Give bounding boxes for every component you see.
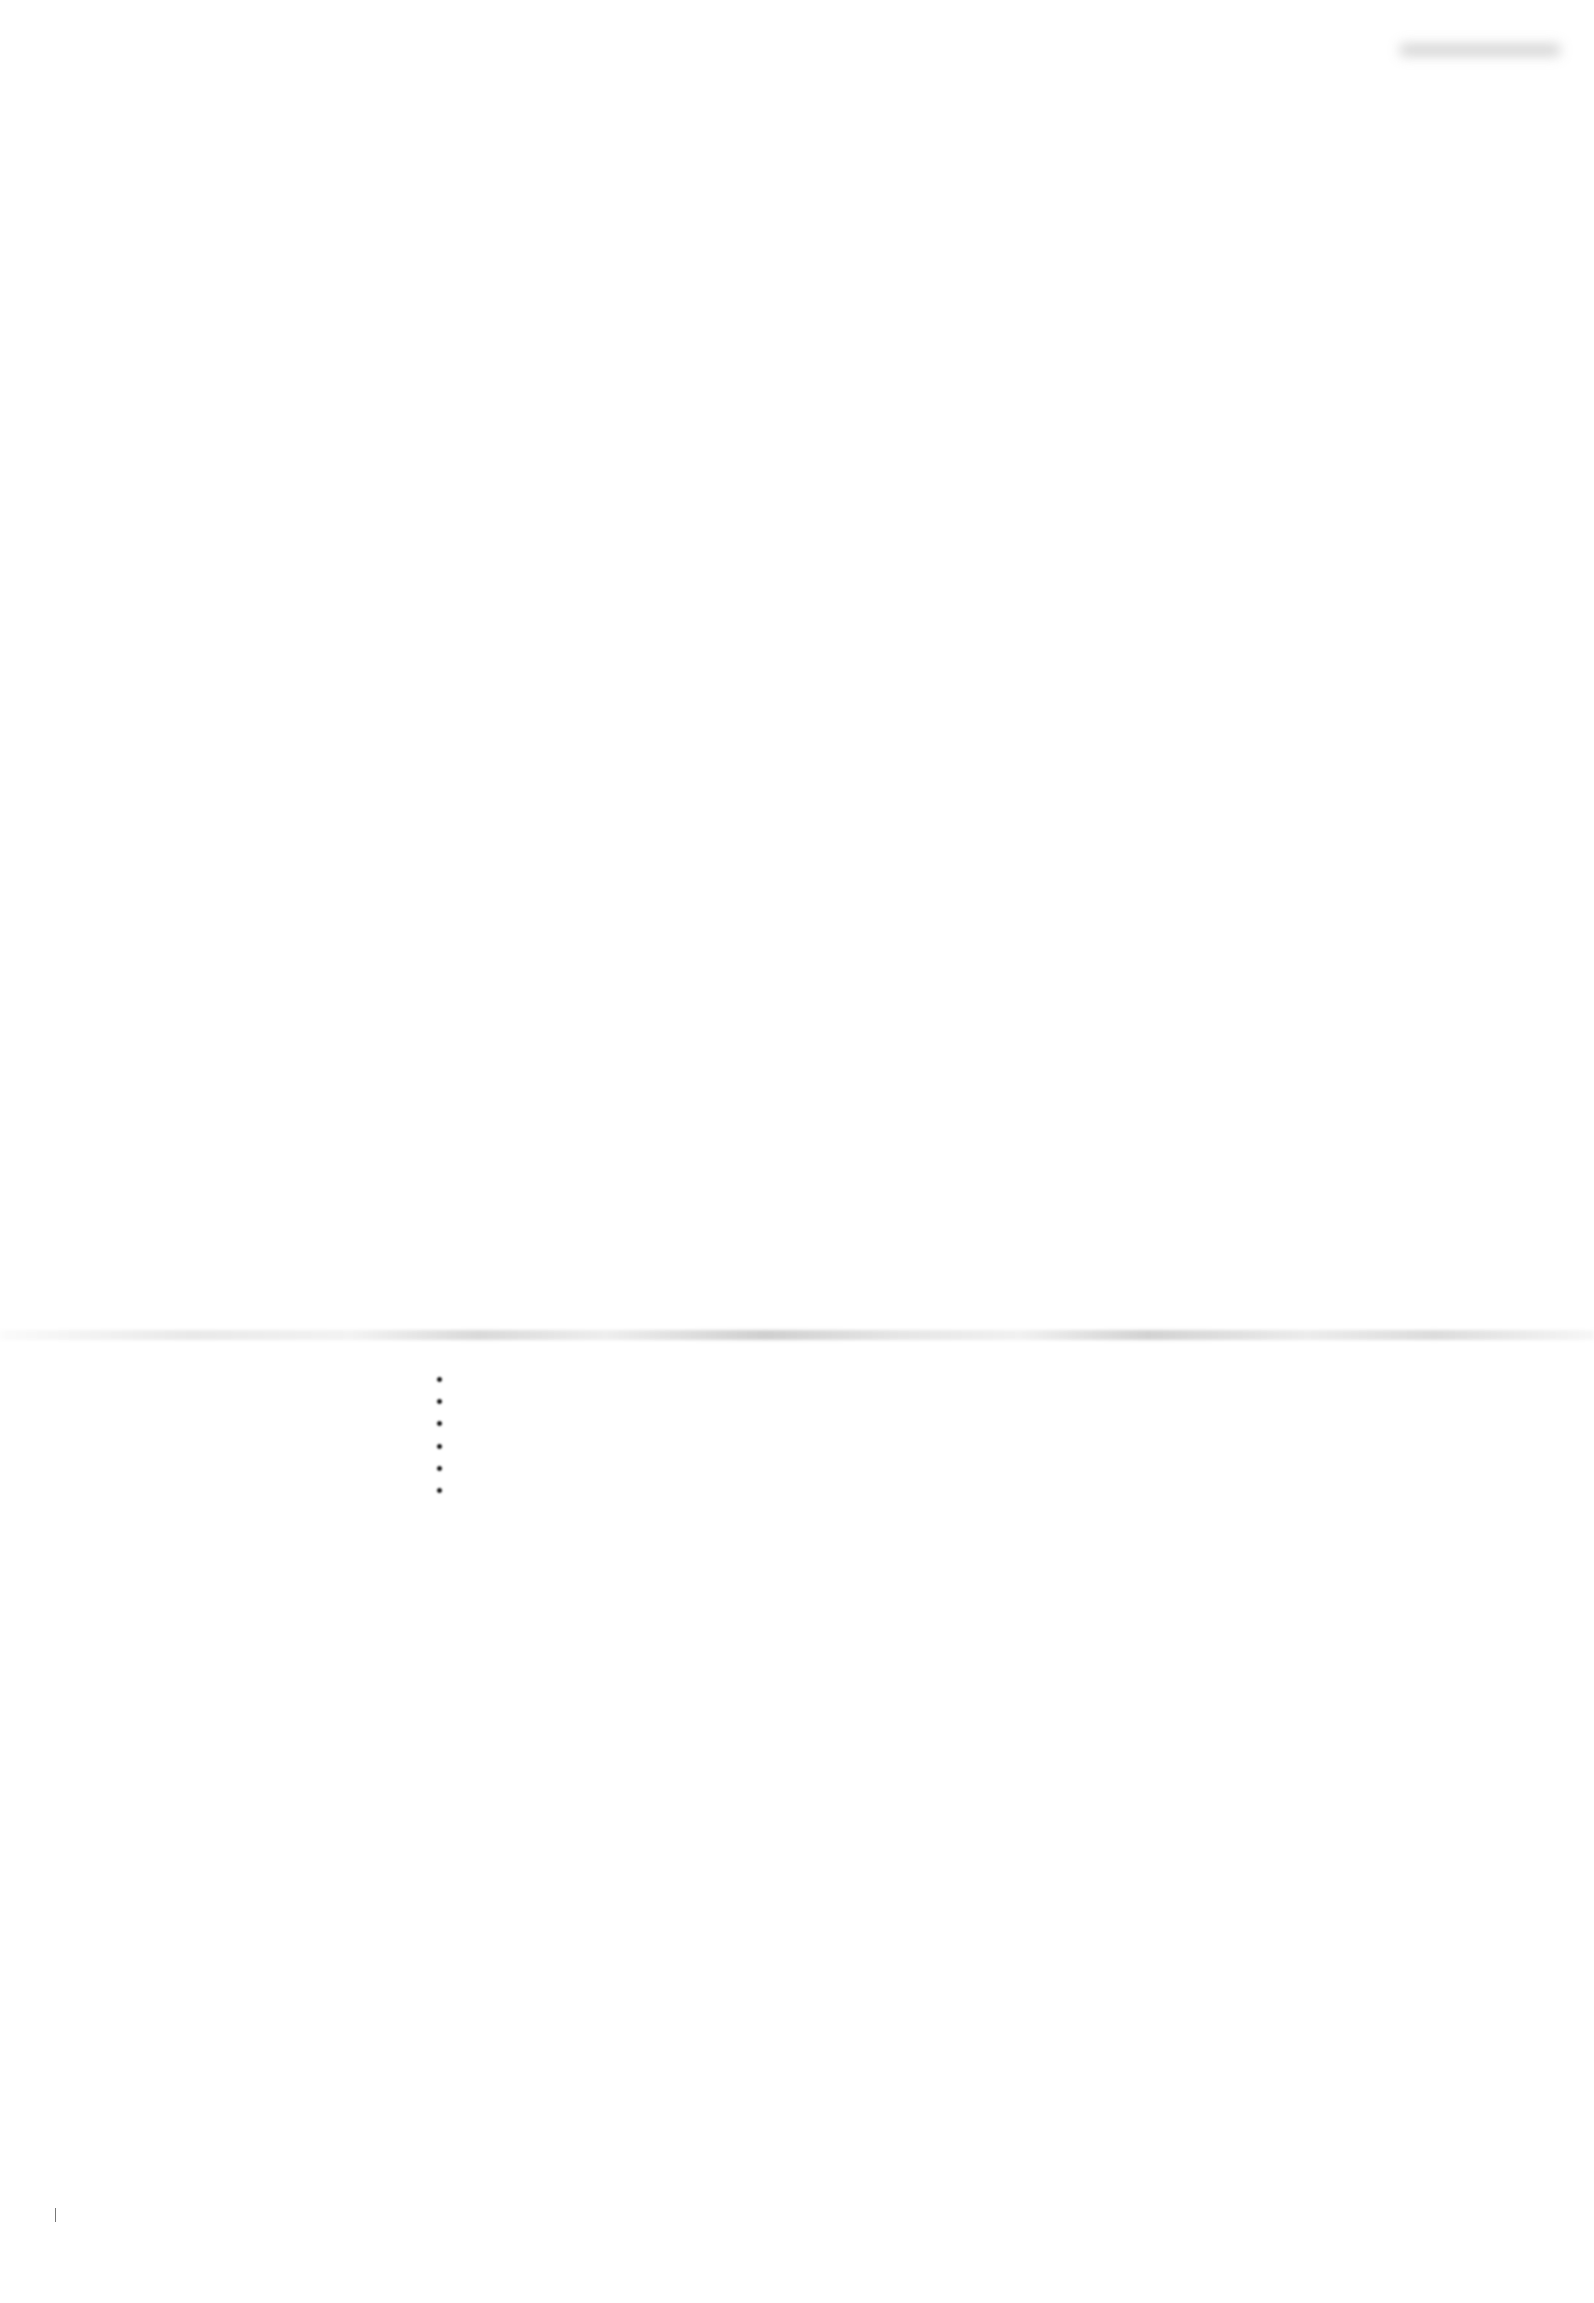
folio-mark xyxy=(55,2208,56,2222)
feature-image xyxy=(0,80,1594,1310)
bullet-list xyxy=(435,1368,777,1501)
article-column-1 xyxy=(53,1368,395,2173)
list-item xyxy=(453,1412,777,1434)
list-item xyxy=(453,1479,777,1501)
image-bottom-edge xyxy=(0,1330,1594,1340)
list-item xyxy=(453,1457,777,1479)
list-item xyxy=(453,1435,777,1457)
article-column-4 xyxy=(1193,1368,1535,2173)
list-item xyxy=(453,1390,777,1412)
article-column-2 xyxy=(435,1368,777,2173)
article-column-3 xyxy=(812,1368,1154,2173)
top-right-mark xyxy=(1400,44,1560,56)
list-item xyxy=(453,1368,777,1390)
